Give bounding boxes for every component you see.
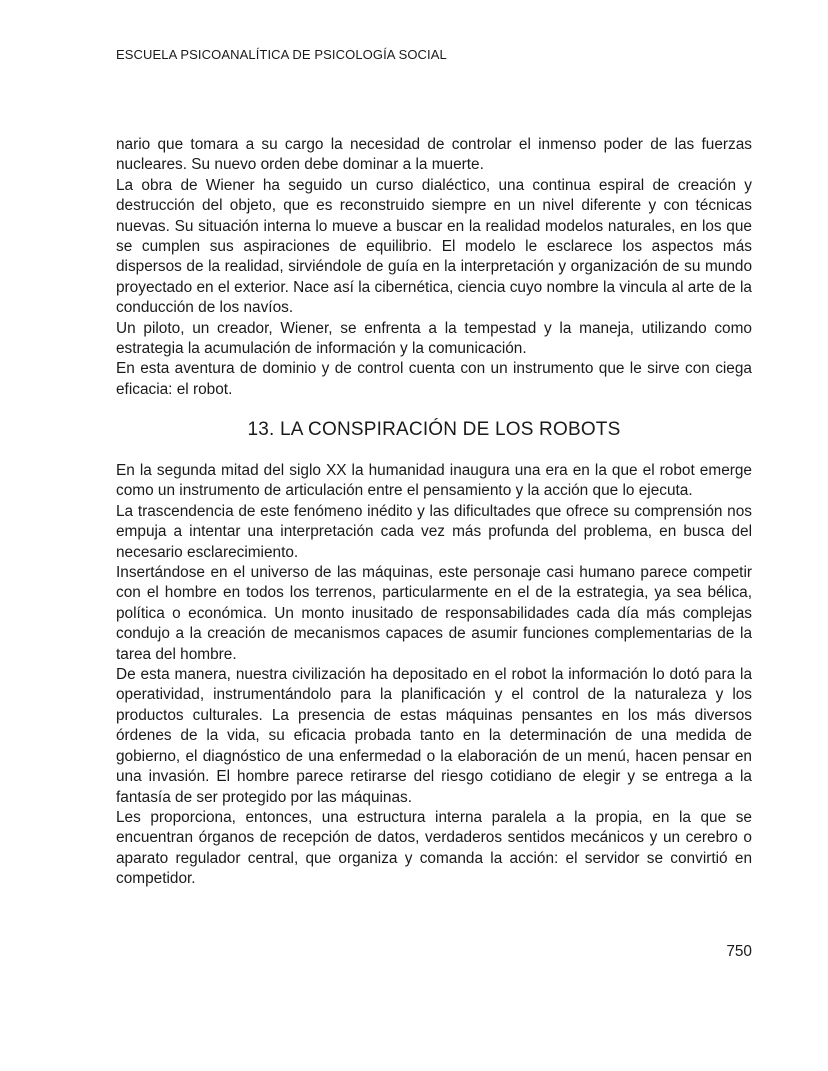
paragraph: De esta manera, nuestra civilización ha depositado en el robot la información lo dotó para la operatividad, instrumentándolo para la planificación y el control de la naturaleza y los productos culturales. La presencia de estas máquinas pensantes en los más diversos órdenes de la vida, su eficacia probada tanto en la determinación de una medida de gobierno, el diagnóstico de una enfermedad o la elaboración de un menú, hacen pensar en una invasión. El hombre parece retirarse del riesgo cotidiano de elegir y se entrega a la fantasía de ser protegido por las máquinas.	[116, 666, 752, 806]
page-number: 750	[726, 943, 752, 960]
section1-text	[116, 135, 752, 400]
section2-text	[116, 461, 752, 890]
paragraph: Un piloto, un creador, Wiener, se enfrenta a la tempestad y la maneja, utilizando como estrategia la acumulación de información y la comunicación.	[116, 319, 752, 358]
paragraph: La obra de Wiener ha seguido un curso dialéctico, una continua espiral de creación y destrucción del objeto, que es reconstruido siempre en un nivel diferente y con técnicas nuevas. Su situación interna lo mueve a buscar en la realidad modelos naturales, en los que se cumplen sus aspiraciones de equilibrio. El modelo le esclarece los aspectos más dispersos de la realidad, sirviéndole de guía en la interpretación y organización de su mundo proyectado en el exterior. Nace así la cibernética, ciencia cuyo nombre la vincula al arte de la conducción de los navíos.	[116, 176, 752, 317]
paragraph: La trascendencia de este fenómeno inédito y las dificultades que ofrece su comprensión nos empuja a intentar una interpretación cada vez más profunda del problema, en busca del necesario esclarecimiento.	[116, 502, 752, 561]
paragraph: En la segunda mitad del siglo XX la humanidad inaugura una era en la que el robot emerge como un instrumento de articulación entre el pensamiento y la acción que lo ejecuta.	[116, 462, 752, 500]
section-heading: 13. LA CONSPIRACIÓN DE LOS ROBOTS	[247, 419, 621, 440]
paragraph: En esta aventura de dominio y de control cuenta con un instrumento que le sirve con ciega eficacia: el robot.	[116, 360, 752, 398]
running-header: ESCUELA PSICOANALÍTICA DE PSICOLOGÍA SOCIAL	[116, 47, 447, 62]
paragraph: Insertándose en el universo de las máquinas, este personaje casi humano parece competir con el hombre en todos los terrenos, particularmente en el de la estrategia, ya sea bélica, política o económica. Un monto inusitado de responsabilidades cada día más complejas condujo a la creación de mecanismos capaces de asumir funciones complementarias de la tarea del hombre.	[116, 564, 752, 663]
paragraph: Les proporciona, entonces, una estructura interna paralela a la propia, en la que se encuentran órganos de recepción de datos, verdaderos sentidos mecánicos y un cerebro o aparato regulador central, que organiza y comanda la acción: el servidor se convirtió en competidor.	[116, 808, 752, 888]
paragraph: nario que tomara a su cargo la necesidad de controlar el inmenso poder de las fuerzas nucleares. Su nuevo orden debe dominar a la muerte.	[116, 136, 752, 174]
